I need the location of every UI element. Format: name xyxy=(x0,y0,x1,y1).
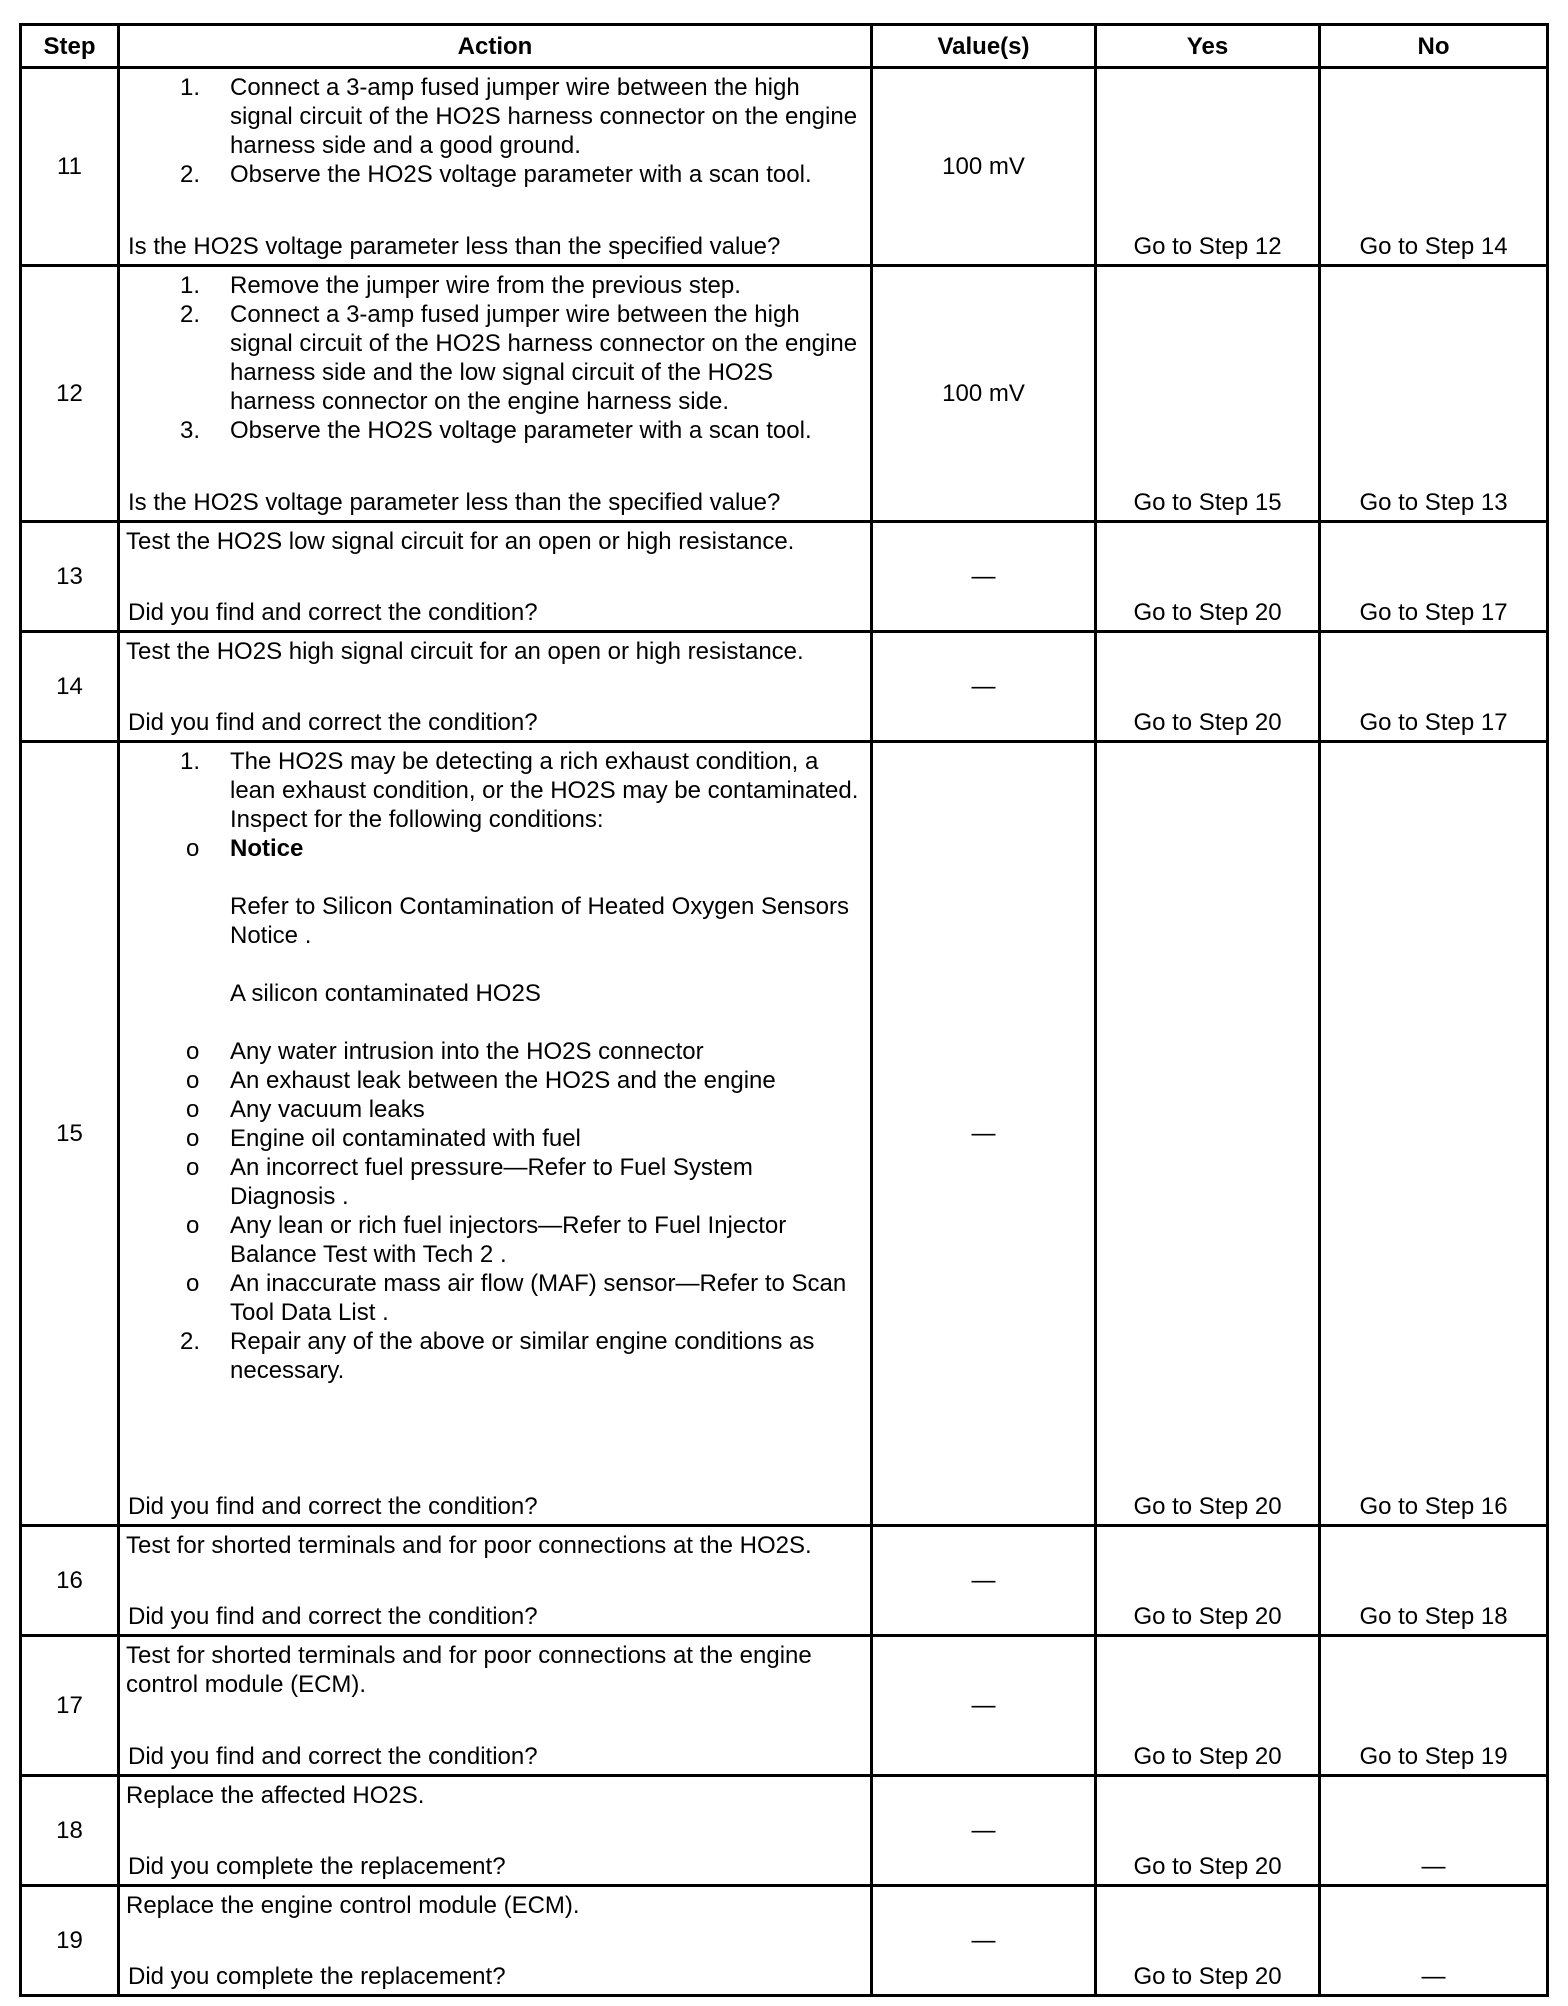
action-text: Test for shorted terminals and for poor connections at the HO2S. xyxy=(126,1532,812,1559)
yes-cell xyxy=(1096,1776,1320,1886)
value-cell: 100 mV xyxy=(872,266,1096,522)
question-text: Did you find and correct the condition? xyxy=(128,1603,538,1630)
yes-goto: Go to Step 20 xyxy=(1133,1963,1282,1990)
item-text: Repair any of the above or similar engine conditions as necessary. xyxy=(230,1328,815,1384)
value-cell: — xyxy=(872,1636,1096,1776)
table-row xyxy=(21,68,1548,266)
action-text: Test the HO2S low signal circuit for an open or high resistance. xyxy=(126,528,795,555)
notice-body: A silicon contaminated HO2S xyxy=(230,980,541,1007)
step-number: 12 xyxy=(21,266,119,522)
step-number: 16 xyxy=(21,1526,119,1636)
yes-goto: Go to Step 15 xyxy=(1133,489,1282,516)
list-item xyxy=(128,300,862,416)
action-cell xyxy=(119,266,872,522)
notice-title: Notice xyxy=(230,835,304,862)
action-cell xyxy=(119,1636,872,1776)
list-item xyxy=(128,73,862,160)
bullet-marker: o xyxy=(186,1154,200,1181)
yes-cell xyxy=(1096,68,1320,266)
table-row xyxy=(21,1776,1548,1886)
bullet-marker: o xyxy=(186,1125,200,1152)
no-goto: Go to Step 18 xyxy=(1359,1603,1508,1630)
step-number: 17 xyxy=(21,1636,119,1776)
item-number: 2. xyxy=(180,301,201,328)
no-cell xyxy=(1320,1526,1548,1636)
yes-cell xyxy=(1096,742,1320,1526)
table-row xyxy=(21,266,1548,522)
step-number: 15 xyxy=(21,742,119,1526)
header-no: No xyxy=(1320,25,1548,68)
action-cell xyxy=(119,68,872,266)
action-text: Replace the affected HO2S. xyxy=(126,1782,425,1809)
list-item xyxy=(128,1327,862,1385)
no-cell xyxy=(1320,742,1548,1526)
no-goto: Go to Step 14 xyxy=(1359,233,1508,260)
item-number: 1. xyxy=(180,748,201,775)
value-cell: 100 mV xyxy=(872,68,1096,266)
question-text: Is the HO2S voltage parameter less than the specified value? xyxy=(128,233,781,260)
table-row xyxy=(21,522,1548,632)
value-cell: — xyxy=(872,1886,1096,1996)
bullet-text: Any lean or rich fuel injectors—Refer to Fuel Injector Balance Test with Tech 2 . xyxy=(230,1212,787,1268)
no-cell xyxy=(1320,632,1548,742)
action-cell xyxy=(119,1526,872,1636)
no-cell xyxy=(1320,68,1548,266)
bullet-text: Any water intrusion into the HO2S connector xyxy=(230,1038,704,1065)
no-goto: Go to Step 17 xyxy=(1359,599,1508,626)
item-number: 2. xyxy=(180,161,201,188)
value-cell: — xyxy=(872,522,1096,632)
item-number: 2. xyxy=(180,1328,201,1355)
no-goto: Go to Step 19 xyxy=(1359,1743,1508,1770)
item-text: Connect a 3-amp fused jumper wire between the high signal circuit of the HO2S harness connector on the engine harness side and the low signal circuit of the HO2S harness connector on the engine harness side. xyxy=(230,301,858,415)
action-cell xyxy=(119,742,872,1526)
question-text: Did you complete the replacement? xyxy=(128,1853,506,1880)
no-goto: — xyxy=(1421,1963,1446,1990)
question-text: Did you find and correct the condition? xyxy=(128,1743,538,1770)
yes-cell xyxy=(1096,266,1320,522)
bullet-marker: o xyxy=(186,1038,200,1065)
item-number: 3. xyxy=(180,417,201,444)
list-item xyxy=(128,160,862,189)
action-cell xyxy=(119,1776,872,1886)
bullet-text: Any vacuum leaks xyxy=(230,1096,425,1123)
bullet-text: An exhaust leak between the HO2S and the engine xyxy=(230,1067,776,1094)
header-step: Step xyxy=(21,25,119,68)
action-text: Test the HO2S high signal circuit for an open or high resistance. xyxy=(126,638,804,665)
list-item xyxy=(128,416,862,445)
yes-goto: Go to Step 20 xyxy=(1133,1853,1282,1880)
step-number: 13 xyxy=(21,522,119,632)
yes-goto: Go to Step 20 xyxy=(1133,709,1282,736)
notice-refer: Refer to Silicon Contamination of Heated Oxygen Sensors Notice . xyxy=(230,893,849,949)
no-goto: Go to Step 17 xyxy=(1359,709,1508,736)
question-text: Is the HO2S voltage parameter less than the specified value? xyxy=(128,489,781,516)
value-cell: — xyxy=(872,742,1096,1526)
header-yes: Yes xyxy=(1096,25,1320,68)
yes-cell xyxy=(1096,1636,1320,1776)
list-item xyxy=(129,1211,862,1269)
yes-goto: Go to Step 12 xyxy=(1133,233,1282,260)
action-text: Test for shorted terminals and for poor connections at the engine control module (ECM). xyxy=(126,1642,812,1698)
question-text: Did you find and correct the condition? xyxy=(128,709,538,736)
item-number: 1. xyxy=(180,74,201,101)
yes-goto: Go to Step 20 xyxy=(1133,1743,1282,1770)
header-values: Value(s) xyxy=(872,25,1096,68)
yes-cell xyxy=(1096,522,1320,632)
step-number: 14 xyxy=(21,632,119,742)
header-row xyxy=(21,25,1548,68)
no-goto: — xyxy=(1421,1853,1446,1880)
value-cell: — xyxy=(872,632,1096,742)
no-cell xyxy=(1320,1636,1548,1776)
list-item xyxy=(128,271,862,300)
question-text: Did you complete the replacement? xyxy=(128,1963,506,1990)
table-row xyxy=(21,1636,1548,1776)
table-row xyxy=(21,1886,1548,1996)
bullet-text: An inaccurate mass air flow (MAF) sensor—Refer to Scan Tool Data List . xyxy=(230,1270,847,1326)
list-item xyxy=(129,1037,862,1066)
yes-cell xyxy=(1096,1526,1320,1636)
step-number: 19 xyxy=(21,1886,119,1996)
item-text: Remove the jumper wire from the previous step. xyxy=(230,272,741,299)
notice-block xyxy=(129,834,862,1037)
list-item xyxy=(128,747,862,1327)
yes-goto: Go to Step 20 xyxy=(1133,1493,1282,1520)
table-row xyxy=(21,742,1548,1526)
item-text: Observe the HO2S voltage parameter with a scan tool. xyxy=(230,417,812,444)
list-item xyxy=(129,1095,862,1124)
action-cell xyxy=(119,632,872,742)
value-cell: — xyxy=(872,1776,1096,1886)
header-action: Action xyxy=(119,25,872,68)
no-cell xyxy=(1320,522,1548,632)
yes-cell xyxy=(1096,632,1320,742)
action-cell xyxy=(119,1886,872,1996)
no-goto: Go to Step 13 xyxy=(1359,489,1508,516)
list-item xyxy=(129,1153,862,1211)
bullet-text: An incorrect fuel pressure—Refer to Fuel System Diagnosis . xyxy=(230,1154,753,1210)
action-text: Replace the engine control module (ECM). xyxy=(126,1892,580,1919)
bullet-text: Engine oil contaminated with fuel xyxy=(230,1125,581,1152)
bullet-marker: o xyxy=(186,1270,200,1297)
table-row xyxy=(21,632,1548,742)
yes-goto: Go to Step 20 xyxy=(1133,599,1282,626)
step-number: 11 xyxy=(21,68,119,266)
value-cell: — xyxy=(872,1526,1096,1636)
bullet-marker: o xyxy=(186,1067,200,1094)
item-text: Observe the HO2S voltage parameter with a scan tool. xyxy=(230,161,812,188)
diagnostic-table xyxy=(19,23,1549,1997)
question-text: Did you find and correct the condition? xyxy=(128,599,538,626)
no-cell xyxy=(1320,266,1548,522)
action-cell xyxy=(119,522,872,632)
table-row xyxy=(21,1526,1548,1636)
item-text: Connect a 3-amp fused jumper wire between the high signal circuit of the HO2S harness connector on the engine harness side and a good ground. xyxy=(230,74,858,159)
bullet-marker: o xyxy=(186,1212,200,1239)
item-number: 1. xyxy=(180,272,201,299)
bullet-marker: o xyxy=(186,835,200,862)
yes-goto: Go to Step 20 xyxy=(1133,1603,1282,1630)
no-goto: Go to Step 16 xyxy=(1359,1493,1508,1520)
question-text: Did you find and correct the condition? xyxy=(128,1493,538,1520)
list-item xyxy=(129,1269,862,1327)
no-cell xyxy=(1320,1776,1548,1886)
step-number: 18 xyxy=(21,1776,119,1886)
no-cell xyxy=(1320,1886,1548,1996)
yes-cell xyxy=(1096,1886,1320,1996)
item-text: The HO2S may be detecting a rich exhaust condition, a lean exhaust condition, or the HO2S may be contaminated. Inspect for the following conditions: xyxy=(230,748,859,833)
list-item xyxy=(129,1066,862,1095)
bullet-marker: o xyxy=(186,1096,200,1123)
list-item xyxy=(129,1124,862,1153)
